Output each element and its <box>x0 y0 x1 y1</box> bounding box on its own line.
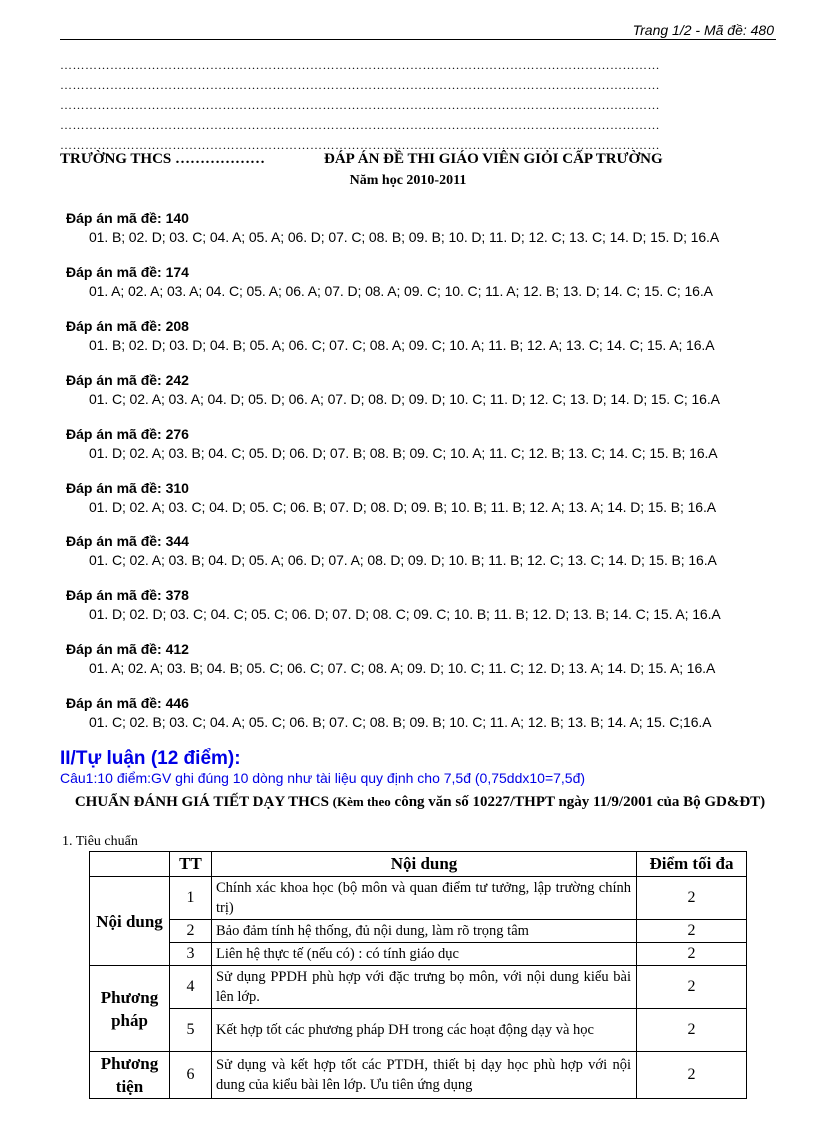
document-title: ĐÁP ÁN ĐỀ THI GIÁO VIÊN GIỎI CẤP TRƯỜNG <box>324 151 663 167</box>
dotted-line: ……………………………………………………………………………………………………………………………… <box>60 118 660 132</box>
standard-note-prefix: (Kèm theo <box>332 794 391 809</box>
answer-key-answers: 01. B; 02. D; 03. D; 04. B; 05. A; 06. C; 07. C; 08. A; 09. C; 10. A; 11. B; 12. A; 13. C; 14. C; 15. A; 16.A <box>89 337 715 353</box>
table-row <box>90 920 747 943</box>
table-row <box>90 877 747 920</box>
group-content: Nội dung <box>90 877 170 966</box>
row-content: Kết hợp tốt các phương pháp DH trong các hoạt động dạy và học <box>212 1009 637 1052</box>
header-max-score: Điểm tối đa <box>637 852 747 877</box>
header-tt: TT <box>170 852 212 877</box>
row-content: Chính xác khoa học (bộ môn và quan điểm tư tưởng, lập trường chính trị) <box>212 877 637 920</box>
row-content: Sử dụng và kết hợp tốt các PTDH, thiết bị dạy học phù hợp với nội dung của kiểu bài lên lớp. Ưu tiên ứng dụng <box>212 1052 637 1099</box>
answer-key-answers: 01. C; 02. B; 03. C; 04. A; 05. C; 06. B; 07. C; 08. B; 09. B; 10. C; 11. A; 12. B; 13. B; 14. A; 15. C;16.A <box>89 714 712 730</box>
table-row <box>90 1052 747 1099</box>
row-tt: 1 <box>170 877 212 920</box>
group-method: Phương pháp <box>90 966 170 1052</box>
answer-key-answers: 01. D; 02. A; 03. B; 04. C; 05. D; 06. D; 07. B; 08. B; 09. C; 10. A; 11. C; 12. B; 13. C; 14. C; 15. B; 16.A <box>89 445 718 461</box>
row-tt: 3 <box>170 943 212 966</box>
dotted-line: ……………………………………………………………………………………………………………………………… <box>60 138 660 152</box>
table-header-row <box>90 852 747 877</box>
answer-key-answers: 01. C; 02. A; 03. B; 04. D; 05. A; 06. D; 07. A; 08. D; 09. D; 10. B; 11. B; 12. C; 13. C; 14. D; 15. B; 16.A <box>89 552 717 568</box>
criteria-table <box>89 851 747 1099</box>
answer-key-label: Đáp án mã đề: 412 <box>66 641 189 657</box>
answer-key-label: Đáp án mã đề: 174 <box>66 264 189 280</box>
group-means: Phương tiện <box>90 1052 170 1099</box>
table-row <box>90 943 747 966</box>
dotted-line: ……………………………………………………………………………………………………………………………… <box>60 98 660 112</box>
answer-key-answers: 01. C; 02. A; 03. A; 04. D; 05. D; 06. A; 07. D; 08. D; 09. D; 10. C; 11. D; 12. C; 13. D; 14. D; 15. C; 16.A <box>89 391 720 407</box>
essay-section-title: II/Tự luận (12 điểm): <box>60 748 241 769</box>
row-tt: 2 <box>170 920 212 943</box>
header-divider <box>60 39 776 40</box>
answer-key-answers: 01. B; 02. D; 03. C; 04. A; 05. A; 06. D; 07. C; 08. B; 09. B; 10. D; 11. D; 12. C; 13. C; 14. D; 15. D; 16.A <box>89 229 720 245</box>
answer-key-answers: 01. D; 02. A; 03. C; 04. D; 05. C; 06. B; 07. D; 08. D; 09. B; 10. B; 11. B; 12. A; 13. A; 14. D; 15. B; 16.A <box>89 499 716 515</box>
answer-key-answers: 01. D; 02. D; 03. C; 04. C; 05. C; 06. D; 07. D; 08. C; 09. C; 10. B; 11. B; 12. D; 13. B; 14. C; 15. A; 16.A <box>89 606 721 622</box>
standard-title-main: CHUẨN ĐÁNH GIÁ TIẾT DẠY THCS <box>74 794 329 810</box>
essay-question-1: Câu1:10 điểm:GV ghi đúng 10 dòng như tài liệu quy định cho 7,5đ (0,75ddx10=7,5đ) <box>60 770 586 786</box>
answer-key-label: Đáp án mã đề: 276 <box>66 426 189 442</box>
row-content: Liên hệ thực tế (nếu có) : có tính giáo dục <box>212 943 637 966</box>
answer-key-label: Đáp án mã đề: 242 <box>66 372 189 388</box>
answer-key-answers: 01. A; 02. A; 03. A; 04. C; 05. A; 06. A; 07. D; 08. A; 09. C; 10. C; 11. A; 12. B; 13. D; 14. C; 15. C; 16.A <box>89 283 713 299</box>
answer-key-label: Đáp án mã đề: 140 <box>66 210 189 226</box>
row-tt: 6 <box>170 1052 212 1099</box>
row-content: Sử dụng PPDH phù hợp với đặc trưng bọ môn, với nội dung kiểu bài lên lớp. <box>212 966 637 1009</box>
school-line: TRƯỜNG THCS ……………… <box>60 151 266 167</box>
row-score: 2 <box>637 1052 747 1099</box>
answer-key-label: Đáp án mã đề: 208 <box>66 318 189 334</box>
criteria-label: 1. Tiêu chuẩn <box>62 834 138 849</box>
row-score: 2 <box>637 1009 747 1052</box>
standard-note-rest: công văn số 10227/THPT ngày 11/9/2001 của Bộ GD&ĐT) <box>394 794 766 810</box>
row-content: Bảo đảm tính hệ thống, đủ nội dung, làm rõ trọng tâm <box>212 920 637 943</box>
header-content: Nội dung <box>212 852 637 877</box>
header-group <box>90 852 170 877</box>
table-row <box>90 1009 747 1052</box>
answer-key-label: Đáp án mã đề: 310 <box>66 480 189 496</box>
dotted-line: ……………………………………………………………………………………………………………………………… <box>60 58 660 72</box>
dotted-line: ……………………………………………………………………………………………………………………………… <box>60 78 660 92</box>
answer-key-answers: 01. A; 02. A; 03. B; 04. B; 05. C; 06. C; 07. C; 08. A; 09. D; 10. C; 11. C; 12. D; 13. A; 14. D; 15. A; 16.A <box>89 660 716 676</box>
standard-title <box>50 791 790 813</box>
answer-key-label: Đáp án mã đề: 378 <box>66 587 189 603</box>
row-score: 2 <box>637 966 747 1009</box>
page-header-info: Trang 1/2 - Mã đề: 480 <box>632 22 774 38</box>
row-score: 2 <box>637 877 747 920</box>
table-row <box>90 966 747 1009</box>
row-score: 2 <box>637 920 747 943</box>
row-score: 2 <box>637 943 747 966</box>
row-tt: 4 <box>170 966 212 1009</box>
school-year: Năm học 2010-2011 <box>349 173 467 188</box>
answer-key-label: Đáp án mã đề: 446 <box>66 695 189 711</box>
answer-key-label: Đáp án mã đề: 344 <box>66 533 189 549</box>
row-tt: 5 <box>170 1009 212 1052</box>
